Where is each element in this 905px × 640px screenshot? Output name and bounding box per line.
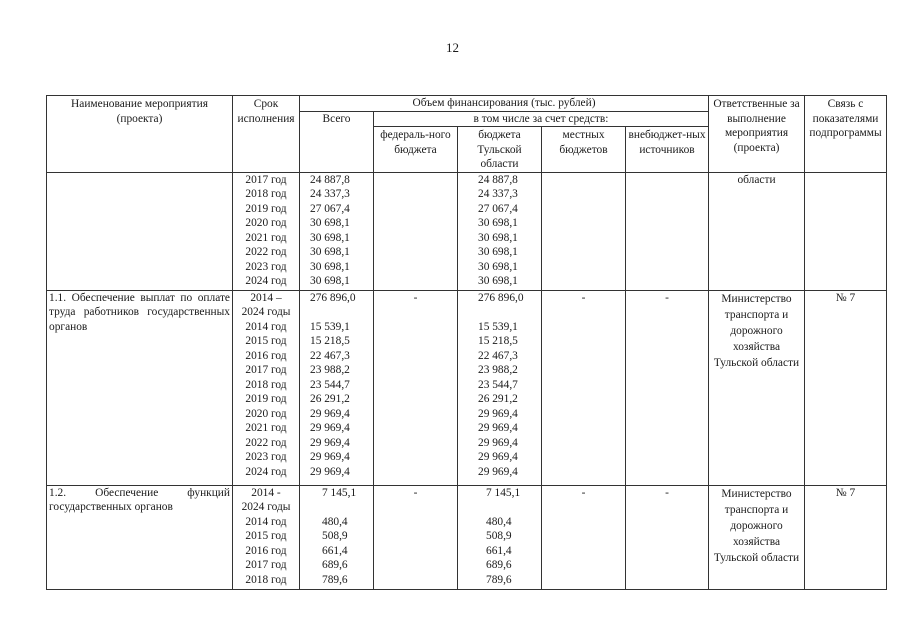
item-1-2-local: - [542,485,626,589]
item-1-2-responsible: Министерство транспорта и дорожного хозяйства Тульской области [709,485,805,589]
header-link: Связь с показателями подпрограммы [805,96,887,173]
header-including: в том числе за счет средств: [374,111,709,127]
item-1-2-regional: 7 145,1 480,4 508,9 661,4 689,6 789,6 [458,485,542,589]
item-1-2-totals: 7 145,1 480,4 508,9 661,4 689,6 789,6 [300,485,374,589]
item-1-2-years: 2014 - 2024 годы 2014 год 2015 год 2016 год 2017 год 2018 год [233,485,300,589]
item-1-1-name: 1.1. Обеспечение выплат по оплате труда работников государственных органов [47,290,233,485]
continued-federal [374,172,458,290]
continued-local [542,172,626,290]
item-1-1-federal: - [374,290,458,485]
item-1-1-totals: 276 896,0 15 539,1 15 218,5 22 467,3 23 988,2 23 544,7 26 291,2 29 969,4 29 969,4 29 969,4 29 969,4 29 969,4 [300,290,374,485]
item-1-1-local: - [542,290,626,485]
item-1-1-link: № 7 [805,290,887,485]
header-name: Наименование мероприятия (проекта) [47,96,233,173]
item-1-2-name: 1.2. Обеспечение функций государственных органов [47,485,233,589]
header-local: местных бюджетов [542,127,626,173]
header-total: Всего [300,111,374,172]
continued-extra [626,172,709,290]
header-extra: внебюджет-ных источников [626,127,709,173]
item-1-1-extra: - [626,290,709,485]
item-1-1-years: 2014 – 2024 годы 2014 год 2015 год 2016 год 2017 год 2018 год 2019 год 2020 год 2021 год 2022 год 2023 год 2024 год [233,290,300,485]
continued-years: 2017 год 2018 год 2019 год 2020 год 2021 год 2022 год 2023 год 2024 год [233,172,300,290]
continued-name-cell [47,172,233,290]
item-1-2-link: № 7 [805,485,887,589]
item-1-2-federal: - [374,485,458,589]
header-responsible: Ответственные за выполнение мероприятия (проекта) [709,96,805,173]
header-term: Срок исполнения [233,96,300,173]
continued-totals: 24 887,8 24 337,3 27 067,4 30 698,1 30 698,1 30 698,1 30 698,1 30 698,1 [300,172,374,290]
page-number: 12 [446,40,459,55]
table-row [47,172,887,290]
header-federal: федераль-ного бюджета [374,127,458,173]
item-1-1-regional: 276 896,0 15 539,1 15 218,5 22 467,3 23 988,2 23 544,7 26 291,2 29 969,4 29 969,4 29 969,4 29 969,4 29 969,4 [458,290,542,485]
item-1-2-extra: - [626,485,709,589]
continued-link [805,172,887,290]
table-row [47,290,887,485]
continued-regional: 24 887,8 24 337,3 27 067,4 30 698,1 30 698,1 30 698,1 30 698,1 30 698,1 [458,172,542,290]
continued-responsible: области [709,172,805,290]
header-financing: Объем финансирования (тыс. рублей) [300,96,709,112]
table-row [47,485,887,589]
item-1-1-responsible: Министерство транспорта и дорожного хозяйства Тульской области [709,290,805,485]
header-regional: бюджета Тульской области [458,127,542,173]
financing-table [46,95,887,590]
